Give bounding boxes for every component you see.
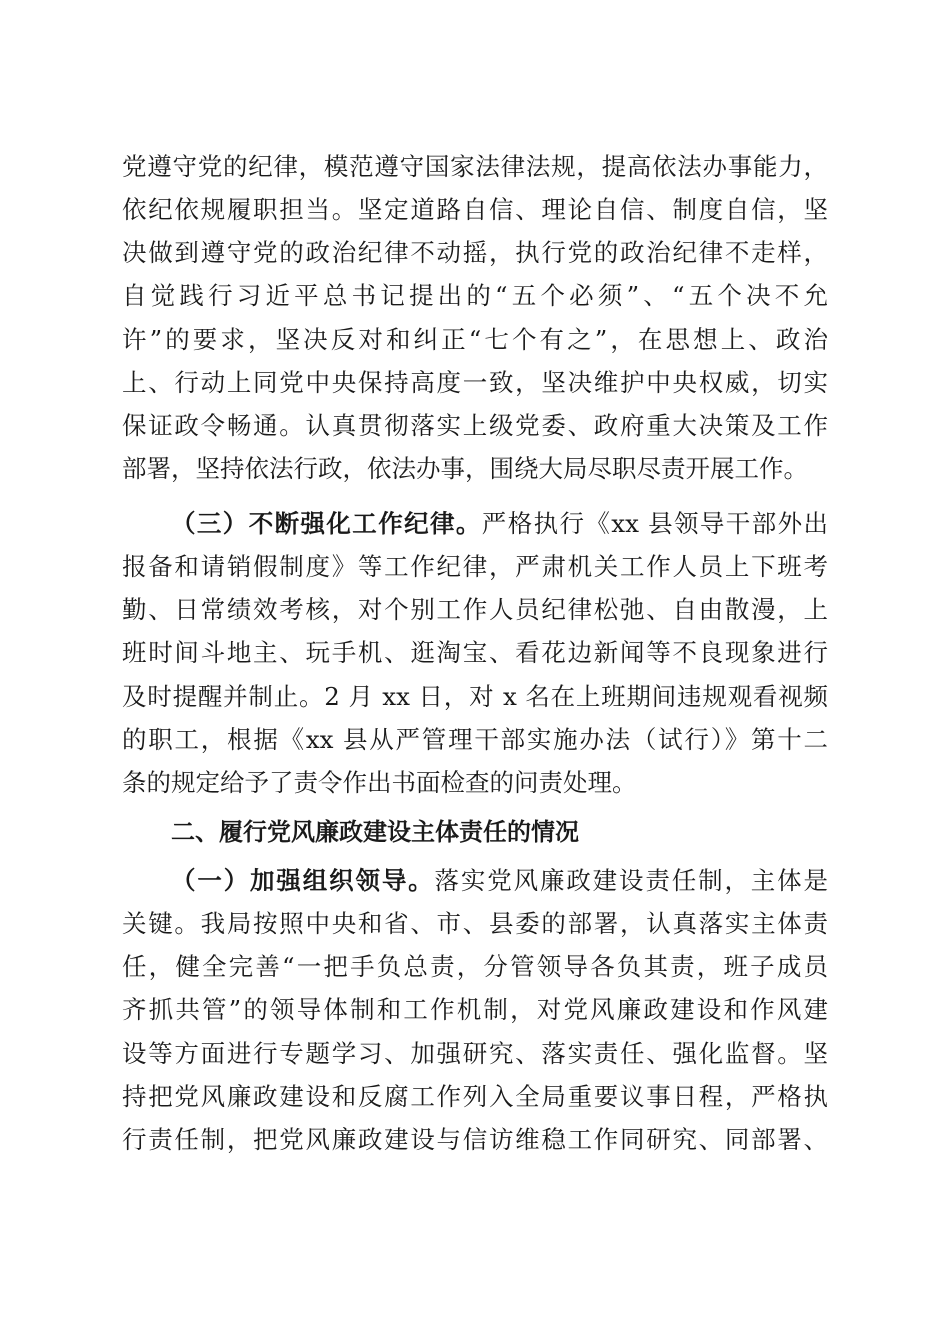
paragraph-line: 行责任制，把党风廉政建设与信访维稳工作同研究、同部署、 bbox=[122, 1125, 828, 1154]
paragraph-line: 条的规定给予了责令作出书面检查的问责处理。 bbox=[122, 768, 637, 797]
paragraph-text: 落实党风廉政建设责任制，主体是 bbox=[434, 866, 829, 895]
subsection-lead: （一）加强组织领导。 bbox=[171, 866, 435, 895]
paragraph-line: 任，健全完善“一把手负总责，分管领导各负其责，班子成员 bbox=[122, 952, 828, 981]
paragraph-line: 关键。我局按照中央和省、市、县委的部署，认真落实主体责 bbox=[122, 909, 828, 938]
section-heading: 二、履行党风廉政建设主体责任的情况 bbox=[171, 818, 579, 846]
paragraph-line: 设等方面进行专题学习、加强研究、落实责任、强化监督。坚 bbox=[122, 1039, 828, 1068]
paragraph-line: 班时间斗地主、玩手机、逛淘宝、看花边新闻等不良现象进行 bbox=[122, 638, 828, 667]
paragraph-text: 严格执行《xx 县领导干部外出 bbox=[481, 509, 829, 538]
paragraph-line: 许”的要求，坚决反对和纠正“七个有之”，在思想上、政治 bbox=[122, 325, 828, 354]
paragraph-line: 报备和请销假制度》等工作纪律，严肃机关工作人员上下班考 bbox=[122, 552, 828, 581]
paragraph-line: 齐抓共管”的领导体制和工作机制，对党风廉政建设和作风建 bbox=[122, 995, 828, 1024]
paragraph-line: 依纪依规履职担当。坚定道路自信、理论自信、制度自信，坚 bbox=[122, 195, 828, 224]
paragraph-line: 决做到遵守党的政治纪律不动摇，执行党的政治纪律不走样， bbox=[122, 238, 828, 267]
subsection-lead: （三）不断强化工作纪律。 bbox=[171, 509, 482, 538]
paragraph-line: 勤、日常绩效考核，对个别工作人员纪律松弛、自由散漫，上 bbox=[122, 595, 828, 624]
paragraph-line: 及时提醒并制止。2 月 xx 日，对 x 名在上班期间违规观看视频 bbox=[122, 682, 828, 711]
paragraph-line: 自觉践行习近平总书记提出的“五个必须”、“五个决不允 bbox=[122, 281, 828, 310]
paragraph-line: 的职工，根据《xx 县从严管理干部实施办法（试行）》第十二 bbox=[122, 725, 828, 754]
paragraph-first-line bbox=[171, 861, 828, 901]
paragraph-line: 党遵守党的纪律，模范遵守国家法律法规，提高依法办事能力， bbox=[122, 152, 828, 181]
paragraph-first-line bbox=[171, 504, 828, 544]
paragraph-line: 保证政令畅通。认真贯彻落实上级党委、政府重大决策及工作 bbox=[122, 411, 828, 440]
paragraph-line: 部署，坚持依法行政，依法办事，围绕大局尽职尽责开展工作。 bbox=[122, 454, 808, 483]
paragraph-line: 上、行动上同党中央保持高度一致，坚决维护中央权威，切实 bbox=[122, 368, 828, 397]
paragraph-line: 持把党风廉政建设和反腐工作列入全局重要议事日程，严格执 bbox=[122, 1082, 828, 1111]
